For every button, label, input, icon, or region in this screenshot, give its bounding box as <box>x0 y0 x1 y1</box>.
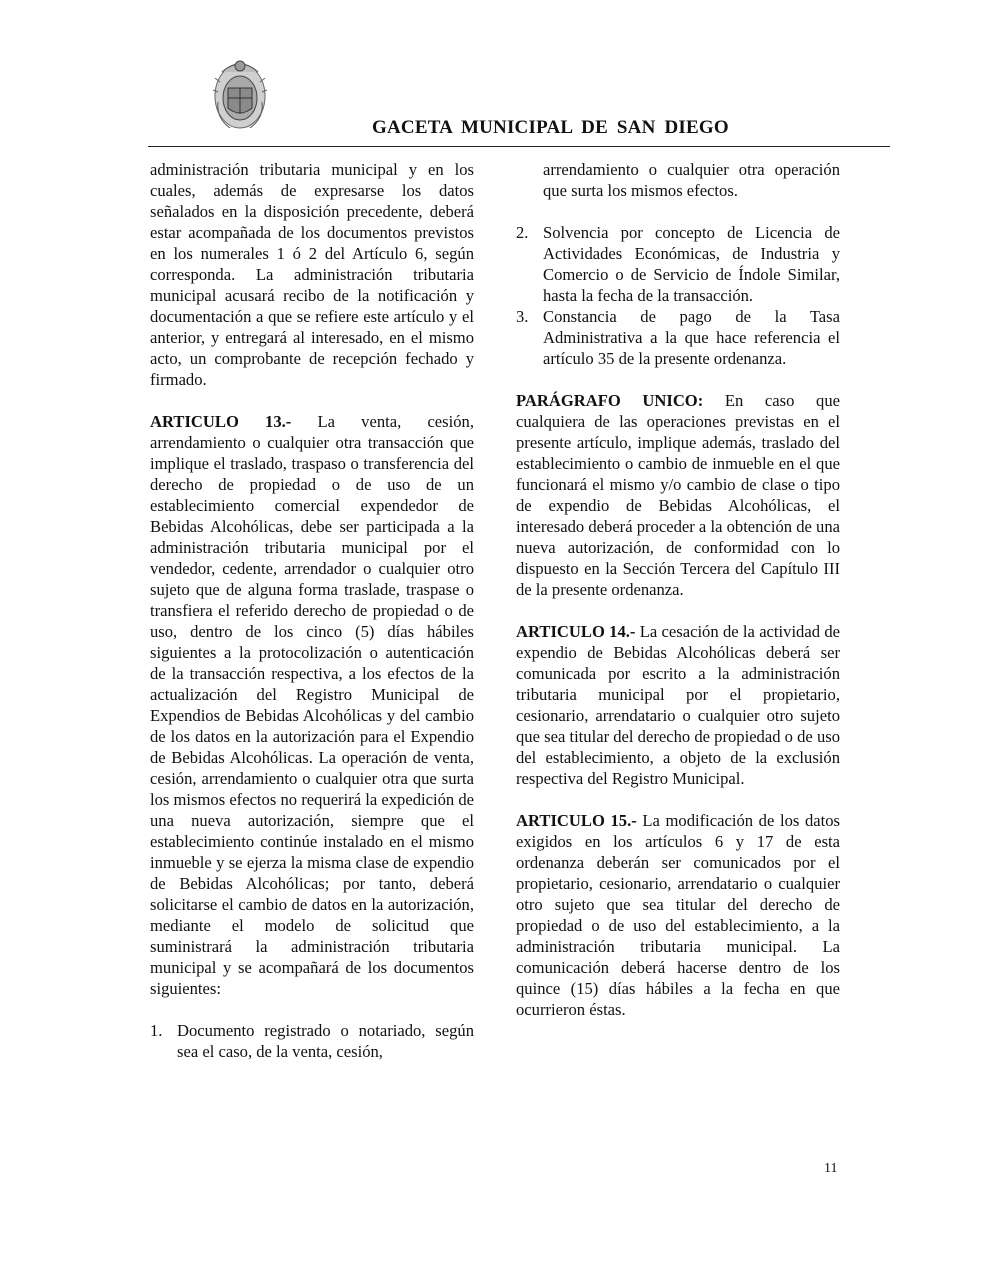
list-item-text: Documento registrado o notariado, según sea el caso, de la venta, cesión, <box>177 1021 474 1061</box>
document-list <box>150 1020 474 1062</box>
paragrafo-unico <box>516 390 840 600</box>
article-15-heading: ARTICULO 15.- <box>516 811 637 830</box>
paragraph-continuation: administración tributaria municipal y en los cuales, además de expresarse los datos señalados en la disposición precedente, deberá estar acompañada de los documentos previstos en los numerales 1 ó 2 del Artículo 6, según corresponda. La administración tributaria municipal acusará recibo de la notificación y documentación a que se refiere este artículo y el anterior, y entregará al interesado, en el mismo acto, un comprobante de recepción fechado y firmado. <box>150 160 474 389</box>
article-14-heading: ARTICULO 14.- <box>516 622 636 641</box>
article-13 <box>150 411 474 999</box>
paragrafo-unico-heading: PARÁGRAFO UNICO: <box>516 391 704 410</box>
article-15 <box>516 810 840 1020</box>
list-item-number: 2. <box>516 223 529 242</box>
municipal-seal-icon <box>212 52 268 136</box>
header-divider <box>148 146 890 147</box>
article-15-body: La modificación de los datos exigidos en los artículos 6 y 17 de esta ordenanza deberán ser comunicados por el propietario, cesionario, arrendatario o cualquier otro sujeto que sea titular del derecho de propiedad o de uso del establecimiento, a la administración tributaria municipal. La comunicación deberá hacerse dentro de los quince (15) días hábiles a la fecha en que ocurrieron éstas. <box>516 811 840 1019</box>
gazette-title: GACETA MUNICIPAL DE SAN DIEGO <box>372 117 729 138</box>
right-column <box>516 159 840 1041</box>
article-13-heading: ARTICULO 13.- <box>150 412 292 431</box>
article-13-body: La venta, cesión, arrendamiento o cualquier otra transacción que implique el traslado, traspaso o transferencia del derecho de propiedad o de uso de un establecimiento comercial expendedor de Bebidas Alcohólicas, debe ser participada a la administración tributaria municipal por el vendedor, cedente, arrendador o cualquier otro sujeto que de alguna forma traslade, traspase o transfiera el referido derecho de propiedad o de uso, dentro de los cinco (5) días hábiles siguientes a la protocolización o autenticación de la transacción respectiva, a los efectos de la actualización del Registro Municipal de Expendios de Bebidas Alcohólicas y del cambio de los datos en la autorización para el Expendio de Bebidas Alcohólicas. La operación de venta, cesión, arrendamiento o cualquier otra que surta los mismos efectos no requerirá la expedición de una nueva autorización, siempre que el establecimiento continúe instalado en el mismo inmueble y se ejerza la misma clase de expendio de Bebidas Alcohólicas; por tanto, deberá solicitarse el cambio de datos en la autorización, mediante el modelo de solicitud que suministrará la administración tributaria municipal y se acompañará de los documentos siguientes: <box>150 412 474 998</box>
article-14-body: La cesación de la actividad de expendio de Bebidas Alcohólicas deberá ser comunicada por escrito a la administración tributaria municipal por el propietario, cesionario, arrendatario o cualquier otro sujeto que sea titular del derecho de propiedad o de uso del establecimiento, a objeto de la exclusión respectiva del Registro Municipal. <box>516 622 840 788</box>
list-item-text: Solvencia por concepto de Licencia de Actividades Económicas, de Industria y Comercio o de Servicio de Índole Similar, hasta la fecha de la transacción. <box>543 223 840 305</box>
list-item-continuation: arrendamiento o cualquier otra operación que surta los mismos efectos. <box>543 160 840 200</box>
list-item-number: 3. <box>516 307 529 326</box>
paragrafo-unico-body: En caso que cualquiera de las operaciones previstas en el presente artículo, implique además, traslado del establecimiento o cambio de inmueble en el que funcionará el mismo y/o cambio de clase o tipo de expendio de Bebidas Alcohólicas, el interesado deberá proceder a la obtención de una nueva autorización, de conformidad con lo dispuesto en la Sección Tercera del Capítulo III de la presente ordenanza. <box>516 391 841 599</box>
document-list-continued <box>516 159 840 369</box>
left-column <box>150 159 474 1083</box>
page-number: 11 <box>824 1161 838 1176</box>
list-item <box>516 306 840 369</box>
article-14 <box>516 621 840 789</box>
list-item <box>150 1020 474 1062</box>
list-item-text: Constancia de pago de la Tasa Administrativa a la que hace referencia el artículo 35 de la presente ordenanza. <box>543 307 840 368</box>
list-item-number: 1. <box>150 1021 163 1040</box>
list-item <box>516 222 840 306</box>
